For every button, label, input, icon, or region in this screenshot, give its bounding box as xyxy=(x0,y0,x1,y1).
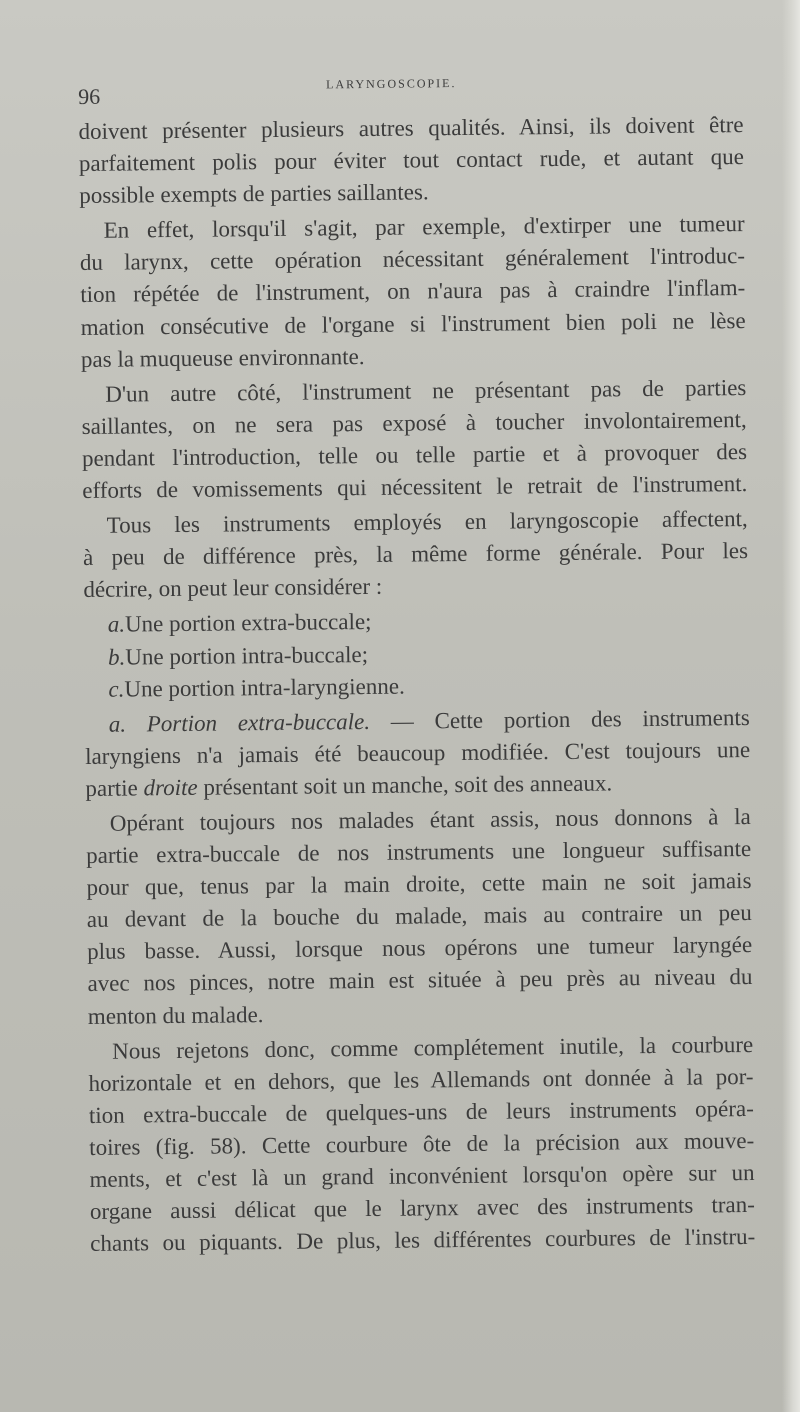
text-line: Nous rejetons donc, comme complétement inutile, la courbure xyxy=(112,1031,754,1064)
text-line: D'un autre côté, l'instrument ne présentant pas de parties xyxy=(105,374,747,407)
paragraph-4 xyxy=(83,503,749,606)
emphasis-word: droite xyxy=(143,774,198,801)
page-edge-highlight xyxy=(782,0,800,1412)
text-line: partie extra-buccale de nos instruments une longueur suffisante xyxy=(86,836,752,869)
text-line: avec nos pinces, notre main est située à peu près au niveau du xyxy=(87,964,753,997)
text-line: au devant de la bouche du malade, mais au contraire un peu xyxy=(86,900,752,933)
text-line: parfaitement polis pour éviter tout contact rude, et autant que xyxy=(78,144,745,177)
paragraph-2 xyxy=(79,208,746,375)
section-a-paragraph xyxy=(85,702,751,805)
text-line: doivent présenter plusieurs autres qualités. Ainsi, ils doivent être xyxy=(78,112,744,144)
text-line: efforts de vomissements qui nécessitent le retrait de l'instrument. xyxy=(82,471,748,504)
text-line xyxy=(85,766,750,805)
list-item-text: Une portion intra-laryngienne. xyxy=(124,673,405,702)
list-item-text: Une portion extra-buccale; xyxy=(124,609,372,637)
text-line: décrire, on peut leur considérer : xyxy=(83,574,383,603)
text-line: organe aussi délicat que le larynx avec des instruments tran- xyxy=(89,1192,755,1225)
list-item-text: Une portion intra-buccale; xyxy=(125,641,369,670)
section-heading: a. Portion extra-buccale. xyxy=(108,708,371,737)
text-line: pour que, tenus par la main droite, cette main ne soit jamais xyxy=(86,868,752,901)
text-line: pas la muqueuse environnante. xyxy=(80,343,365,372)
section-heading-rest: — Cette portion des instruments xyxy=(369,704,750,734)
text-fragment: présentant soit un manche, soit des anneaux. xyxy=(197,770,613,800)
list-marker: a. xyxy=(107,611,126,638)
text-line: plus basse. Aussi, lorsque nous opérons une tumeur laryngée xyxy=(87,932,753,965)
text-line: menton du malade. xyxy=(87,1001,264,1029)
running-head: LARYNGOSCOPIE. xyxy=(326,76,457,92)
page-header xyxy=(78,69,743,116)
page-number: 96 xyxy=(78,83,101,109)
text-line: Tous les instruments employés en laryngoscopie affectent, xyxy=(106,506,748,538)
text-line: possible exempts de parties saillantes. xyxy=(79,179,429,209)
text-line: toires (fig. 58). Cette courbure ôte de la précision aux mouve- xyxy=(89,1127,755,1160)
text-line: horizontale et en dehors, que les Allemands ont donnée à la por- xyxy=(88,1063,754,1096)
text-line: chants ou piquants. De plus, les différentes courbures de l'instru- xyxy=(90,1224,756,1257)
text-line: tion extra-buccale de quelques-uns de leurs instruments opéra- xyxy=(88,1095,754,1128)
text-line: mation consécutive de l'organe si l'instrument bien poli ne lèse xyxy=(80,307,746,340)
page-text-block xyxy=(78,69,755,1263)
text-line: ments, et c'est là un grand inconvénient lorsqu'on opère sur un xyxy=(89,1159,755,1192)
text-line: laryngiens n'a jamais été beaucoup modifiée. C'est toujours une xyxy=(84,736,751,769)
text-line: saillantes, on ne sera pas exposé à toucher involontairement, xyxy=(81,406,747,439)
enumerated-list xyxy=(84,602,750,705)
paragraph-5 xyxy=(86,801,753,1033)
list-marker: c. xyxy=(108,676,125,702)
text-line: pendant l'introduction, telle ou telle partie et à provoquer des xyxy=(81,438,748,471)
text-fragment: partie xyxy=(85,775,144,801)
paragraph-6 xyxy=(88,1029,755,1261)
paragraph-1 xyxy=(78,109,744,212)
paragraph-3 xyxy=(81,372,747,507)
text-line: Opérant toujours nos malades étant assis, nous donnons à la xyxy=(109,803,751,836)
list-item xyxy=(84,667,749,706)
text-line: tion répétée de l'instrument, on n'aura pas à craindre l'inflam- xyxy=(80,275,746,308)
text-line: En effet, lorsqu'il s'agit, par exemple, d'extirper une tumeur xyxy=(103,211,745,244)
list-marker: b. xyxy=(107,644,126,670)
text-line: du larynx, cette opération nécessitant généralement l'introduc- xyxy=(79,243,746,276)
text-line: à peu de différence près, la même forme générale. Pour les xyxy=(82,538,749,571)
